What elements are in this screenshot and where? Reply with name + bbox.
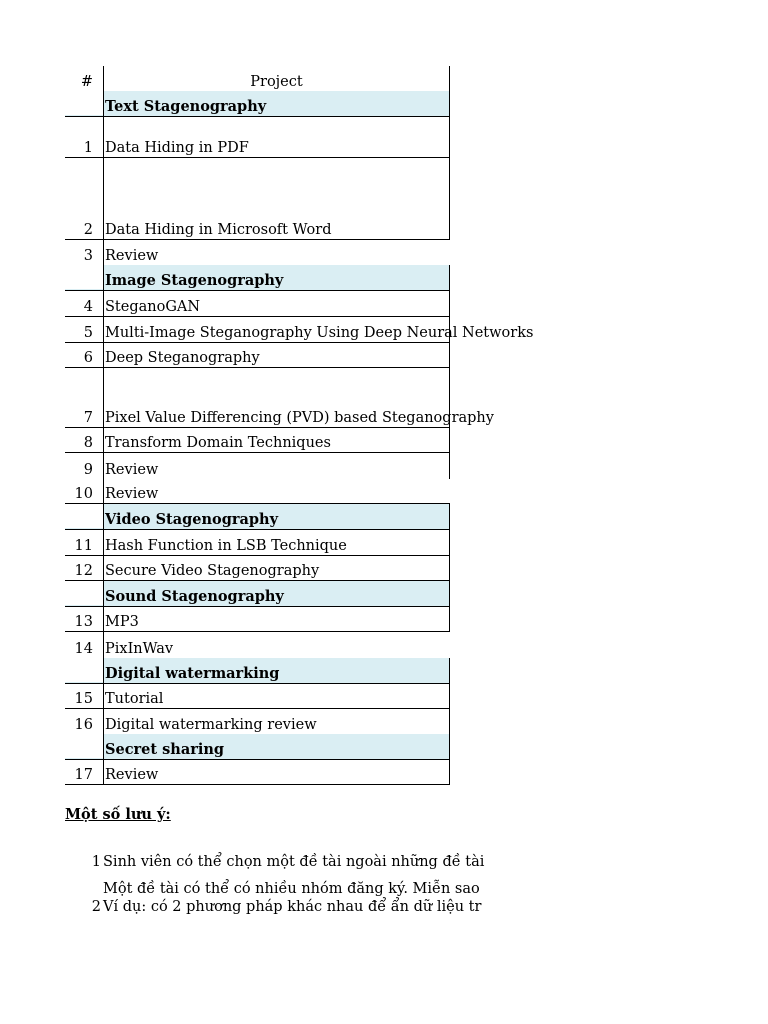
row-number: 4 (65, 299, 103, 317)
row-number: 16 (74, 717, 93, 733)
row-number: 17 (65, 767, 103, 785)
section-row (65, 504, 450, 530)
row-number: 13 (65, 614, 103, 632)
row-number: 3 (83, 248, 93, 264)
section-row (65, 265, 450, 291)
row-number: 2 (65, 222, 103, 240)
header-project: Project (103, 66, 450, 91)
row-number: 6 (65, 350, 103, 368)
project-name: Multi-Image Steganography Using Deep Neural Networks (103, 317, 450, 343)
project-name: Pixel Value Differencing (PVD) based Steganography (103, 368, 450, 428)
table-row (65, 479, 450, 504)
table-row (65, 117, 450, 158)
note-number: 1 (91, 854, 101, 870)
row-number: 1 (65, 140, 103, 158)
project-name: Secure Video Stagenography (103, 556, 450, 581)
project-name: Digital watermarking review (103, 709, 450, 734)
section-title: Video Stagenography (103, 504, 450, 530)
project-name: Review (103, 240, 450, 265)
project-table (65, 66, 534, 785)
section-row (65, 734, 450, 760)
table-row (65, 607, 450, 632)
row-number: 15 (65, 691, 103, 709)
header-number: # (80, 74, 93, 90)
project-name: Hash Function in LSB Technique (103, 530, 450, 556)
section-row (65, 581, 450, 607)
section-row (65, 91, 450, 117)
project-name: PixInWav (103, 632, 450, 658)
project-name: Data Hiding in PDF (103, 117, 450, 158)
project-name: Review (103, 479, 450, 504)
table-row (65, 368, 494, 428)
table-row (65, 556, 450, 581)
note-item (65, 881, 480, 897)
table-row (65, 240, 450, 265)
table-row (65, 158, 450, 240)
table-row (65, 428, 450, 453)
section-row (65, 658, 450, 684)
note-number: 2 (91, 899, 101, 915)
note-text: Sinh viên có thể chọn một đề tài ngoài những đề tài (103, 854, 485, 870)
row-number: 8 (65, 435, 103, 453)
section-title: Text Stagenography (103, 91, 450, 117)
table-row (65, 317, 534, 343)
table-row (65, 684, 450, 709)
project-name: MP3 (103, 607, 450, 632)
row-number: 12 (65, 563, 103, 581)
project-name: Data Hiding in Microsoft Word (103, 158, 450, 240)
note-text: Một đề tài có thể có nhiều nhóm đăng ký. Miễn sao (103, 881, 480, 897)
table-row (65, 453, 450, 479)
project-name: Review (103, 760, 450, 785)
note-item (65, 854, 485, 870)
row-number: 7 (65, 410, 103, 428)
section-title: Image Stagenography (103, 265, 450, 291)
table-row (65, 343, 450, 368)
table-body (65, 91, 534, 785)
note-text: Ví dụ: có 2 phương pháp khác nhau để ẩn dữ liệu tr (103, 899, 482, 915)
notes-title: Một số lưu ý: (65, 806, 171, 823)
table-row (65, 291, 450, 317)
section-title: Digital watermarking (103, 658, 450, 684)
table-row (65, 632, 450, 658)
row-number: 14 (74, 641, 93, 657)
project-name: Transform Domain Techniques (103, 428, 450, 453)
project-name: SteganoGAN (103, 291, 450, 317)
row-number: 5 (65, 325, 103, 343)
note-item (65, 899, 482, 915)
table-header (65, 66, 450, 91)
project-name: Review (103, 453, 450, 479)
project-name: Deep Steganography (103, 343, 450, 368)
row-number: 9 (83, 462, 93, 478)
row-number: 11 (65, 538, 103, 556)
row-number: 10 (65, 486, 103, 504)
notes-section (65, 806, 485, 915)
section-title: Secret sharing (103, 734, 450, 760)
table-row (65, 760, 450, 785)
table-row (65, 530, 450, 556)
section-title: Sound Stagenography (103, 581, 450, 607)
table-row (65, 709, 450, 734)
project-name: Tutorial (103, 684, 450, 709)
